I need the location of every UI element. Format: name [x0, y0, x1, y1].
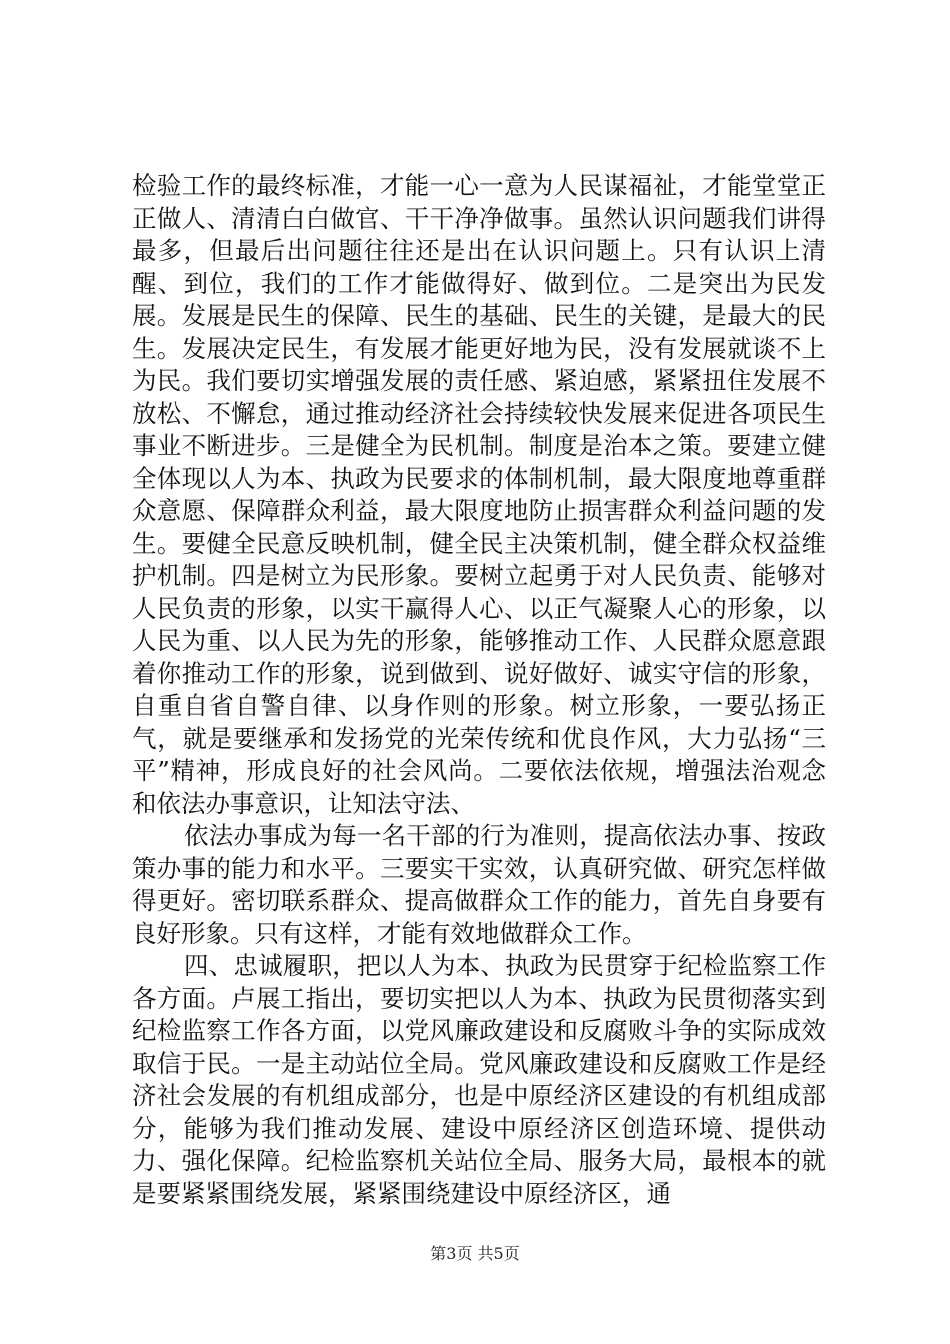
paragraph-2: 依法办事成为每一名干部的行为准则，提高依法办事、按政策办事的能力和水平。三要实干实效，认真研究做、研究怎样做得更好。密切联系群众、提高做群众工作的能力，首先自身要有良好形象。只有这样，才能有效地做群众工作。: [132, 821, 826, 948]
document-body: [132, 170, 826, 1210]
paragraph-1: 检验工作的最终标准，才能一心一意为人民谋福祉，才能堂堂正正做人、清清白白做官、干干净净做事。虽然认识问题我们讲得最多，但最后出问题往往还是出在认识问题上。只有认识上清醒、到位，我们的工作才能做得好、做到位。二是突出为民发展。发展是民生的保障、民生的基础、民生的关键，是最大的民生。发展决定民生，有发展才能更好地为民，没有发展就谈不上为民。我们要切实增强发展的责任感、紧迫感，紧紧扭住发展不放松、不懈怠，通过推动经济社会持续较快发展来促进各项民生事业不断进步。三是健全为民机制。制度是治本之策。要建立健全体现以人为本、执政为民要求的体制机制，最大限度地尊重群众意愿、保障群众利益，最大限度地防止损害群众利益问题的发生。要健全民意反映机制，健全民主决策机制，健全群众权益维护机制。四是树立为民形象。要树立起勇于对人民负责、能够对人民负责的形象，以实干赢得人心、以正气凝聚人心的形象，以人民为重、以人民为先的形象，能够推动工作、人民群众愿意跟着你推动工作的形象，说到做到、说好做好、诚实守信的形象，自重自省自警自律、以身作则的形象。树立形象，一要弘扬正气，就是要继承和发扬党的光荣传统和优良作风，大力弘扬“三平”精神，形成良好的社会风尚。二要依法依规，增强法治观念和依法办事意识，让知法守法、: [132, 171, 826, 818]
paragraph-3: 四、忠诚履职，把以人为本、执政为民贯穿于纪检监察工作各方面。卢展工指出，要切实把以人为本、执政为民贯彻落实到纪检监察工作各方面，以党风廉政建设和反腐败斗争的实际成效取信于民。一是主动站位全局。党风廉政建设和反腐败工作是经济社会发展的有机组成部分，也是中原经济区建设的有机组成部分，能够为我们推动发展、建设中原经济区创造环境、提供动力、强化保障。纪检监察机关站位全局、服务大局，最根本的就是要紧紧围绕发展，紧紧围绕建设中原经济区，通: [132, 951, 826, 1208]
page-footer: 第3页 共5页: [430, 1244, 520, 1263]
